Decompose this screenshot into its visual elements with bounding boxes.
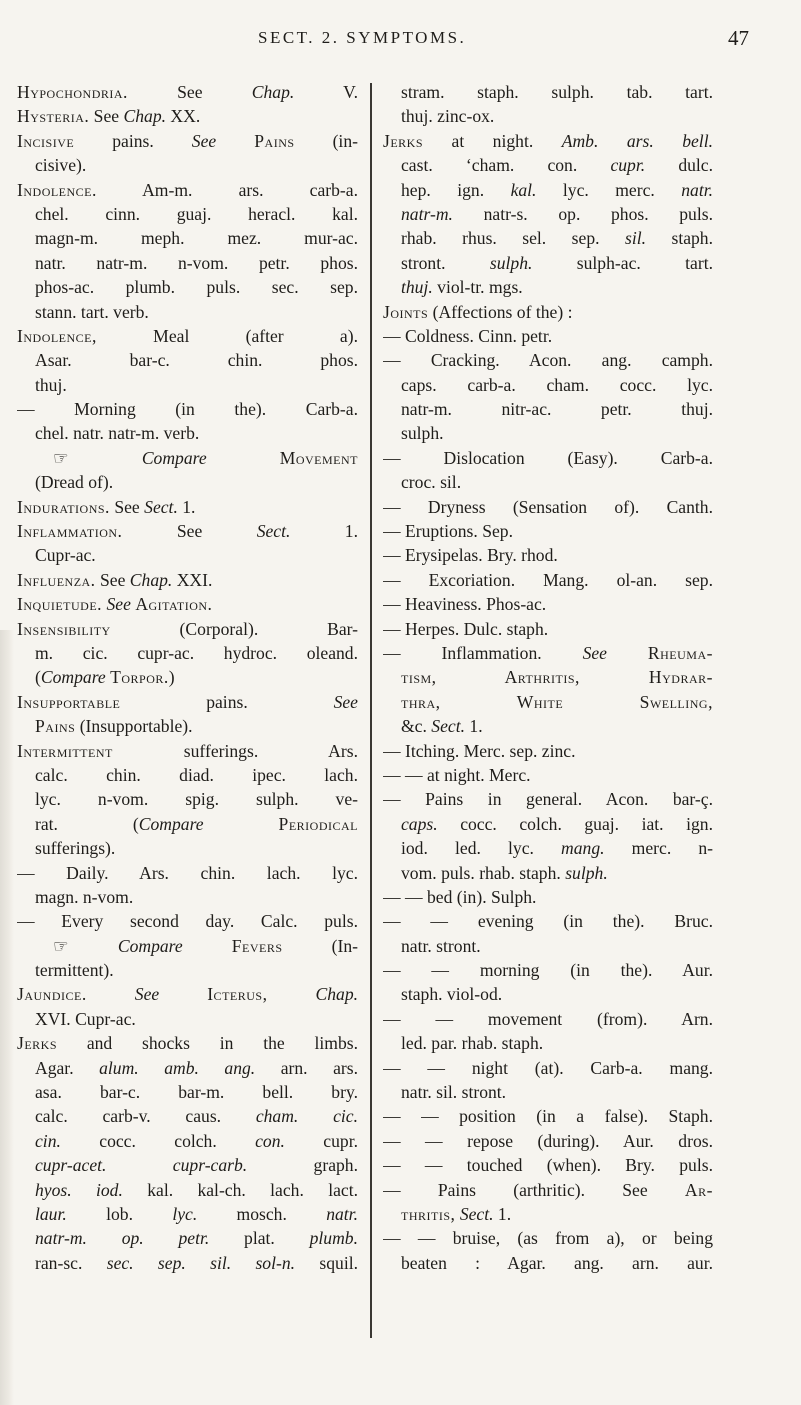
text-run: XVI. Cupr-ac. <box>35 1008 136 1029</box>
text-run: thuj. zinc-ox. <box>401 106 495 127</box>
text-run: magn-m. meph. mez. mur-ac. <box>35 228 358 249</box>
italic-text: See <box>134 984 160 1005</box>
left-column <box>17 80 358 1340</box>
text-line <box>17 1080 358 1104</box>
text-run: — Heaviness. Phos-ac. <box>383 594 547 615</box>
text-line <box>383 104 713 128</box>
text-run: dulc. <box>645 155 713 176</box>
italic-text: cin. <box>35 1130 61 1151</box>
text-line <box>17 104 358 128</box>
text-run <box>159 984 207 1004</box>
text-line <box>383 1251 713 1275</box>
text-line <box>17 787 358 811</box>
text-run: — Excoriation. Mang. ol-an. sep. <box>383 569 713 590</box>
text-run: ☞ <box>53 935 118 956</box>
text-run: asa. bar-c. bar-m. bell. bry. <box>35 1082 358 1103</box>
text-run: (Corporal). Bar- <box>110 618 358 639</box>
italic-text: See <box>191 130 217 151</box>
text-run: thuj. <box>35 374 67 395</box>
entry-heading: Indolence. <box>17 179 97 200</box>
text-run: 1. <box>465 716 483 737</box>
entry-heading: Indolence, <box>17 325 97 346</box>
text-run <box>607 643 648 663</box>
italic-text: Compare <box>141 447 207 468</box>
text-run: natr. stront. <box>401 935 481 956</box>
text-line <box>17 934 358 958</box>
text-line <box>383 861 713 885</box>
text-run: — Every second day. Calc. puls. <box>17 911 358 932</box>
text-run: sufferings. Ars. <box>112 740 358 761</box>
text-run: XXI. <box>172 569 213 590</box>
text-line <box>17 909 358 933</box>
text-run: graph. <box>247 1155 358 1176</box>
text-line <box>383 1056 713 1080</box>
entry-heading: Indurations. <box>17 496 110 517</box>
text-run: cocc. colch. guaj. iat. ign. <box>437 813 713 834</box>
italic-text: natr-m. op. petr. <box>35 1228 210 1249</box>
entry-heading: Inflammation. <box>17 521 123 542</box>
text-run: rat. ( <box>35 813 139 834</box>
text-line <box>383 1153 713 1177</box>
entry-heading: Hysteria. <box>17 106 90 127</box>
italic-text: kal. <box>510 179 537 200</box>
text-run: 1. <box>493 1203 512 1224</box>
entry-heading: Intermittent <box>17 740 113 761</box>
text-run: (In- <box>282 935 358 956</box>
text-line <box>17 1056 358 1080</box>
text-run: — Eruptions. Sep. <box>383 521 513 542</box>
text-line <box>17 617 358 641</box>
text-line <box>17 543 358 567</box>
text-line <box>383 470 713 494</box>
entry-heading: Jerks <box>17 1033 58 1054</box>
text-line <box>383 714 713 738</box>
page-header <box>0 22 801 56</box>
italic-text: Sect. <box>431 716 465 737</box>
entry-heading: Jaundice. <box>17 984 87 1005</box>
text-line <box>17 275 358 299</box>
italic-text: sulph. <box>489 252 533 273</box>
text-line <box>17 1251 358 1275</box>
text-line <box>383 178 713 202</box>
text-run: — — morning (in the). Aur. <box>383 960 713 981</box>
italic-text: See <box>333 691 358 712</box>
text-run: See <box>127 82 252 102</box>
text-line <box>383 909 713 933</box>
text-line <box>383 226 713 250</box>
text-run: Am-m. ars. carb-a. <box>96 179 358 200</box>
text-line <box>17 178 358 202</box>
text-run: rhab. rhus. sel. sep. <box>401 228 625 249</box>
text-run: — Herpes. Dulc. staph. <box>383 618 549 639</box>
text-line <box>383 129 713 153</box>
text-run: — — night (at). Carb-a. mang. <box>383 1057 713 1078</box>
text-line <box>383 982 713 1006</box>
text-line <box>17 348 358 372</box>
entry-heading: Agitation. <box>135 594 213 615</box>
text-line <box>383 397 713 421</box>
text-run <box>267 984 315 1004</box>
text-run: — Pains in general. Acon. bar-ç. <box>383 789 713 810</box>
italic-text: Sect. <box>144 496 178 517</box>
text-line <box>383 251 713 275</box>
entry-heading: Inquietude. <box>17 594 103 615</box>
text-run: — Daily. Ars. chin. lach. lyc. <box>17 862 358 883</box>
text-line <box>17 397 358 421</box>
text-run: natr. natr-m. n-vom. petr. phos. <box>35 252 358 273</box>
text-run: lyc. n-vom. spig. sulph. ve- <box>35 789 358 810</box>
text-line <box>17 202 358 226</box>
italic-text: lyc. <box>172 1203 198 1224</box>
text-run: magn. n-vom. <box>35 886 134 907</box>
text-run: — Dryness (Sensation of). Canth. <box>383 496 713 517</box>
text-run: — — bruise, (as from a), or being <box>383 1228 713 1249</box>
italic-text: Sect. <box>459 1203 494 1224</box>
italic-text: cupr. <box>610 155 646 176</box>
text-line <box>383 592 713 616</box>
italic-text: mang. <box>561 838 605 859</box>
text-run: and shocks in the limbs. <box>57 1033 358 1054</box>
text-line <box>383 373 713 397</box>
text-line <box>17 982 358 1006</box>
text-line <box>383 1226 713 1250</box>
italic-text: caps. <box>401 813 438 834</box>
text-run: stann. tart. verb. <box>35 301 149 322</box>
text-run: — — position (in a false). Staph. <box>383 1106 713 1127</box>
text-line <box>383 446 713 470</box>
text-run: 1. <box>177 496 196 517</box>
text-run: ) <box>168 667 175 688</box>
text-run: chel. cinn. guaj. heracl. kal. <box>35 203 358 224</box>
italic-text: natr. <box>326 1203 358 1224</box>
text-line <box>17 1031 358 1055</box>
text-run: squil. <box>295 1252 358 1273</box>
text-run: lob. <box>66 1203 173 1224</box>
text-line <box>383 1080 713 1104</box>
text-run: staph. viol-od. <box>401 984 503 1005</box>
text-run: arn. ars. <box>255 1057 358 1078</box>
text-run <box>216 131 254 151</box>
text-run: Cupr-ac. <box>35 545 96 566</box>
italic-text: Compare <box>117 935 183 956</box>
italic-text: cupr-acet. cupr-carb. <box>35 1155 248 1176</box>
text-run: See <box>122 521 257 542</box>
text-line <box>17 690 358 714</box>
text-run: calc. chin. diad. ipec. lach. <box>35 764 358 785</box>
entry-heading: Incisive <box>17 130 75 151</box>
text-run: — — movement (from). Arn. <box>383 1008 713 1029</box>
text-line <box>383 812 713 836</box>
text-run: natr. sil. stront. <box>401 1082 507 1103</box>
text-run: ran-sc. <box>35 1252 107 1273</box>
text-run: m. cic. cupr-ac. hydroc. oleand. <box>35 642 358 663</box>
italic-text: Amb. ars. bell. <box>561 130 713 151</box>
italic-text: cham. cic. <box>255 1106 358 1127</box>
text-line <box>17 421 358 445</box>
text-line <box>17 519 358 543</box>
text-run: phos-ac. plumb. puls. sec. sep. <box>35 277 358 298</box>
text-line <box>383 495 713 519</box>
text-run: pains. <box>74 130 192 151</box>
text-run: — Morning (in the). Carb-a. <box>17 399 358 420</box>
column-divider <box>370 83 372 1338</box>
italic-text: sulph. <box>565 862 608 883</box>
entry-heading: Periodical <box>278 813 358 834</box>
text-run: cupr. <box>284 1130 358 1151</box>
italic-text: Chap. <box>123 106 167 127</box>
text-line <box>383 787 713 811</box>
text-line <box>17 1202 358 1226</box>
text-run: V. <box>294 82 358 102</box>
text-line <box>17 861 358 885</box>
page-number: 47 <box>728 26 749 50</box>
text-line <box>17 300 358 324</box>
text-run <box>204 814 279 834</box>
text-line <box>383 1178 713 1202</box>
text-line <box>17 885 358 909</box>
text-line <box>17 1129 358 1153</box>
text-run: stront. <box>401 252 490 273</box>
text-line <box>17 568 358 592</box>
italic-text: con. <box>255 1130 285 1151</box>
text-run: stram. staph. sulph. tab. tart. <box>401 82 713 102</box>
text-line <box>383 324 713 348</box>
text-run: cast. ‘cham. con. <box>401 155 611 176</box>
text-run: plat. <box>209 1228 310 1249</box>
entry-heading: thra, White Swelling, <box>401 691 713 712</box>
entry-heading: Jerks <box>383 130 424 151</box>
italic-text: sil. <box>624 228 647 249</box>
text-run: natr-m. nitr-ac. petr. thuj. <box>401 399 713 420</box>
entry-heading: tism, Arthritis, Hydrar- <box>401 667 713 688</box>
text-line <box>383 202 713 226</box>
text-run: — Pains (arthritic). See <box>383 1179 685 1200</box>
text-run: merc. n- <box>604 838 713 859</box>
entry-heading: Hypochondria. <box>17 82 128 102</box>
text-line <box>383 641 713 665</box>
text-line <box>17 226 358 250</box>
text-line <box>17 763 358 787</box>
text-line <box>383 153 713 177</box>
entry-heading: Influenza. <box>17 569 96 590</box>
italic-text: plumb. <box>309 1228 358 1249</box>
entry-heading: Insupportable <box>17 691 121 712</box>
text-line <box>17 251 358 275</box>
text-run: calc. carb-v. caus. <box>35 1106 256 1127</box>
entry-heading: Insensibility <box>17 618 111 639</box>
italic-text: Compare <box>138 813 204 834</box>
text-run: — Dislocation (Easy). Carb-a. <box>383 447 713 468</box>
right-column <box>383 80 713 1340</box>
text-line <box>17 958 358 982</box>
entry-heading: Fevers <box>231 935 283 956</box>
text-run: XX. <box>166 106 201 127</box>
text-run: viol-tr. mgs. <box>432 277 523 298</box>
text-line <box>17 324 358 348</box>
italic-text: See <box>106 594 131 615</box>
italic-text: alum. amb. ang. <box>99 1057 256 1078</box>
text-run: — Cracking. Acon. ang. camph. <box>383 350 713 371</box>
text-run: termittent). <box>35 960 114 981</box>
text-line <box>383 300 713 324</box>
text-run: 1. <box>290 521 358 542</box>
text-run: kal. kal-ch. lach. lact. <box>122 1179 358 1200</box>
italic-text: Chap. <box>251 82 295 102</box>
italic-text: Compare <box>40 667 106 688</box>
text-line <box>383 568 713 592</box>
text-line <box>17 129 358 153</box>
text-run: (Insupportable). <box>75 716 193 737</box>
text-run: — — evening (in the). Bruc. <box>383 911 713 932</box>
text-line <box>17 446 358 470</box>
text-run: — — at night. Merc. <box>383 764 531 785</box>
text-line <box>17 739 358 763</box>
italic-text: hyos. iod. <box>35 1179 123 1200</box>
text-run: led. par. rhab. staph. <box>401 1033 544 1054</box>
italic-text: See <box>582 642 607 663</box>
entry-heading: Pains <box>35 716 76 737</box>
text-line <box>17 641 358 665</box>
italic-text: natr-m. <box>401 203 453 224</box>
text-run: — Coldness. Cinn. petr. <box>383 325 553 346</box>
text-run: croc. sil. <box>401 472 462 493</box>
text-line <box>17 153 358 177</box>
text-run: &c. <box>401 716 432 737</box>
text-line <box>17 495 358 519</box>
text-run: — Inflammation. <box>383 642 583 663</box>
text-line <box>383 934 713 958</box>
text-run: hep. ign. <box>401 179 511 200</box>
text-run: ( <box>35 667 41 688</box>
text-run: — — touched (when). Bry. puls. <box>383 1155 713 1176</box>
text-line <box>17 812 358 836</box>
text-run: sulph-ac. tart. <box>532 252 713 273</box>
text-run: (Affections of the) : <box>428 301 573 322</box>
text-line <box>383 1129 713 1153</box>
italic-text: natr. <box>681 179 713 200</box>
text-run: ☞ <box>53 447 142 468</box>
text-line <box>383 1007 713 1031</box>
text-line <box>17 1104 358 1128</box>
text-run <box>87 984 135 1004</box>
text-line <box>383 617 713 641</box>
text-line <box>17 470 358 494</box>
text-line <box>17 1178 358 1202</box>
text-run: — — repose (during). Aur. dros. <box>383 1130 713 1151</box>
entry-heading: Icterus, <box>207 984 268 1005</box>
text-line <box>383 1202 713 1226</box>
text-line <box>17 714 358 738</box>
text-run: See <box>95 569 130 590</box>
text-run: caps. carb-a. cham. cocc. lyc. <box>401 374 713 395</box>
text-line <box>17 1007 358 1031</box>
text-run: vom. puls. rhab. staph. <box>401 862 566 883</box>
entry-heading: Joints <box>383 301 429 322</box>
text-line <box>17 373 358 397</box>
entry-heading: Rheuma- <box>647 642 713 663</box>
text-run: — Erysipelas. Bry. rhod. <box>383 545 558 566</box>
text-run: cocc. colch. <box>60 1130 256 1151</box>
running-head: SECT. 2. SYMPTOMS. <box>258 28 467 47</box>
text-run: (Dread of). <box>35 472 114 493</box>
text-line <box>383 80 713 104</box>
text-line <box>383 690 713 714</box>
text-line <box>383 519 713 543</box>
italic-text: Chap. <box>129 569 173 590</box>
text-run: beaten : Agar. ang. arn. aur. <box>401 1252 713 1273</box>
text-run: Agar. <box>35 1057 100 1078</box>
text-run: pains. <box>120 691 334 712</box>
text-line <box>383 739 713 763</box>
text-line <box>383 1104 713 1128</box>
text-run: Meal (after a). <box>96 325 358 346</box>
text-run: lyc. merc. <box>536 179 682 200</box>
text-run: — — bed (in). Sulph. <box>383 886 537 907</box>
text-run: sulph. <box>401 423 444 444</box>
text-line <box>17 1153 358 1177</box>
text-line <box>383 763 713 787</box>
italic-text: Sect. <box>256 521 291 542</box>
text-line <box>17 592 358 616</box>
text-line <box>17 1226 358 1250</box>
italic-text: sec. sep. sil. sol-n. <box>106 1252 296 1273</box>
text-run <box>183 936 232 956</box>
text-run: See <box>109 496 145 517</box>
text-line <box>383 421 713 445</box>
text-run: (in- <box>294 130 358 151</box>
text-line <box>17 836 358 860</box>
text-run: iod. led. lyc. <box>401 838 562 859</box>
text-run: Asar. bar-c. chin. phos. <box>35 350 358 371</box>
entry-heading: thritis, <box>401 1203 456 1224</box>
text-line <box>383 665 713 689</box>
text-line <box>383 836 713 860</box>
text-line <box>17 80 358 104</box>
entry-heading: Ar- <box>684 1179 713 1200</box>
italic-text: thuj. <box>401 277 433 298</box>
entry-heading: Pains <box>254 130 295 151</box>
text-line <box>383 348 713 372</box>
text-run <box>207 448 280 468</box>
entry-heading: Torpor. <box>110 667 169 688</box>
text-run: cisive). <box>35 155 87 176</box>
text-run: natr-s. op. phos. puls. <box>452 203 713 224</box>
entry-heading: Movement <box>279 447 358 468</box>
italic-text: Chap. <box>315 984 358 1005</box>
text-line <box>17 665 358 689</box>
text-line <box>383 885 713 909</box>
text-run: sufferings). <box>35 838 116 859</box>
text-run: staph. <box>646 228 713 249</box>
text-run: chel. natr. natr-m. verb. <box>35 423 200 444</box>
text-run: See <box>89 106 124 127</box>
text-line <box>383 543 713 567</box>
text-run: — Itching. Merc. sep. zinc. <box>383 740 576 761</box>
italic-text: laur. <box>35 1203 67 1224</box>
text-run: mosch. <box>197 1203 327 1224</box>
text-line <box>383 958 713 982</box>
text-line <box>383 1031 713 1055</box>
text-run: at night. <box>423 130 562 151</box>
text-line <box>383 275 713 299</box>
page-edge-shadow <box>0 630 14 1405</box>
